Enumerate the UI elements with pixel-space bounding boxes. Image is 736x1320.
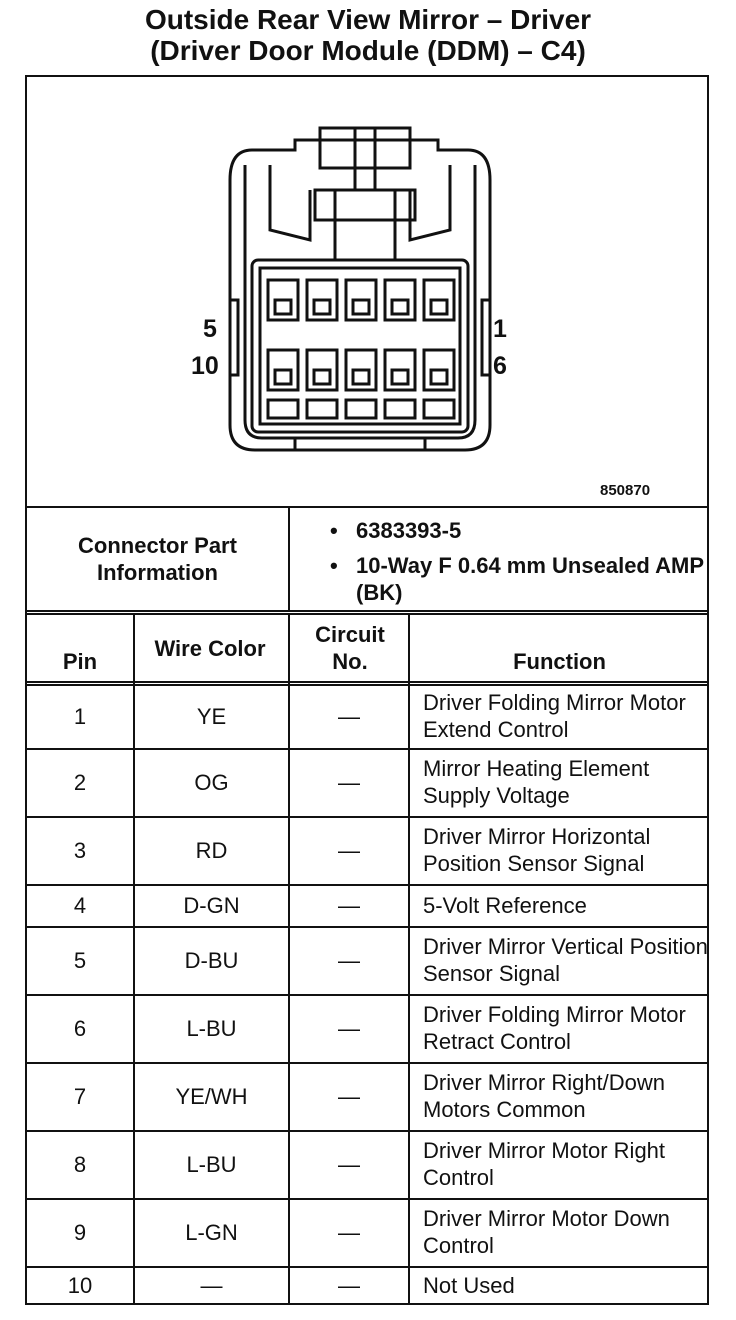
circuit-cell: —	[338, 1083, 360, 1109]
circuit-cell: —	[338, 947, 360, 973]
wire-color-cell: RD	[195, 837, 228, 863]
page-subtitle: (Driver Door Module (DDM) – C4)	[150, 35, 586, 66]
page-title: Outside Rear View Mirror – Driver	[144, 4, 592, 35]
pin-cell: 3	[73, 837, 87, 863]
function-cell: Driver Mirror Motor Right Control	[423, 1138, 666, 1190]
wire-color-cell: L-BU	[186, 1015, 237, 1041]
function-cell: Mirror Heating Element Supply Voltage	[423, 756, 650, 808]
header-function: Function	[513, 648, 606, 674]
circuit-cell: —	[338, 892, 360, 918]
wire-color-cell: OG	[194, 769, 229, 795]
circuit-cell: —	[338, 1219, 360, 1245]
header-wire-color: Wire Color	[154, 635, 266, 661]
pin-cell: 5	[73, 947, 87, 973]
pin-cell: 7	[73, 1083, 87, 1109]
function-cell: Driver Mirror Horizontal Position Sensor Signal	[423, 824, 651, 876]
wire-color-cell: L-GN	[185, 1219, 238, 1245]
circuit-cell: —	[338, 1151, 360, 1177]
circuit-cell: —	[338, 1015, 360, 1041]
divider	[25, 610, 709, 612]
wire-color-cell: YE/WH	[175, 1083, 248, 1109]
wire-color-cell: D-BU	[184, 947, 239, 973]
pin-cell: 10	[67, 1273, 93, 1298]
figure-id: 850870	[600, 482, 651, 499]
wire-color-cell: D-GN	[183, 892, 240, 918]
pin-label-6: 6	[493, 352, 507, 380]
wire-color-cell: L-BU	[186, 1151, 237, 1177]
pin-label-5: 5	[203, 315, 217, 343]
pin-cell: 6	[73, 1015, 87, 1041]
bullet-icon: •	[330, 518, 338, 543]
connector-info-item	[330, 517, 700, 544]
function-cell: Driver Folding Mirror Motor Retract Control	[423, 1002, 686, 1054]
connector-description: 10-Way F 0.64 mm Unsealed AMP (BK)	[356, 553, 704, 605]
function-cell: Driver Mirror Right/Down Motors Common	[423, 1070, 666, 1122]
circuit-cell: —	[338, 837, 360, 863]
circuit-cell: —	[338, 769, 360, 795]
function-cell: Driver Mirror Motor Down Control	[423, 1206, 670, 1258]
header-circuit-no: Circuit No.	[315, 622, 385, 674]
wire-color-cell: —	[200, 1273, 223, 1298]
pin-cell: 2	[73, 769, 87, 795]
pin-cell: 1	[73, 703, 87, 729]
function-cell: Driver Folding Mirror Motor Extend Control	[423, 690, 686, 742]
connector-part-number: 6383393-5	[356, 518, 462, 543]
pin-cell: 4	[73, 892, 87, 918]
bullet-icon: •	[330, 553, 338, 578]
function-cell: Not Used	[423, 1273, 515, 1298]
function-cell: 5-Volt Reference	[423, 892, 587, 918]
pin-cell: 8	[73, 1151, 87, 1177]
connector-diagram	[200, 120, 520, 460]
circuit-cell: —	[338, 703, 360, 729]
divider	[25, 613, 709, 615]
function-cell: Driver Mirror Vertical Position Sensor Signal	[423, 934, 708, 986]
wire-color-cell: YE	[196, 703, 227, 729]
pin-cell: 9	[73, 1219, 87, 1245]
circuit-cell: —	[338, 1273, 360, 1298]
connector-info-item	[330, 552, 704, 606]
connector-info-label: Connector Part Information	[78, 533, 237, 585]
pin-label-1: 1	[493, 315, 507, 343]
divider	[288, 507, 290, 611]
header-pin: Pin	[62, 648, 98, 674]
pin-label-10: 10	[191, 352, 219, 380]
